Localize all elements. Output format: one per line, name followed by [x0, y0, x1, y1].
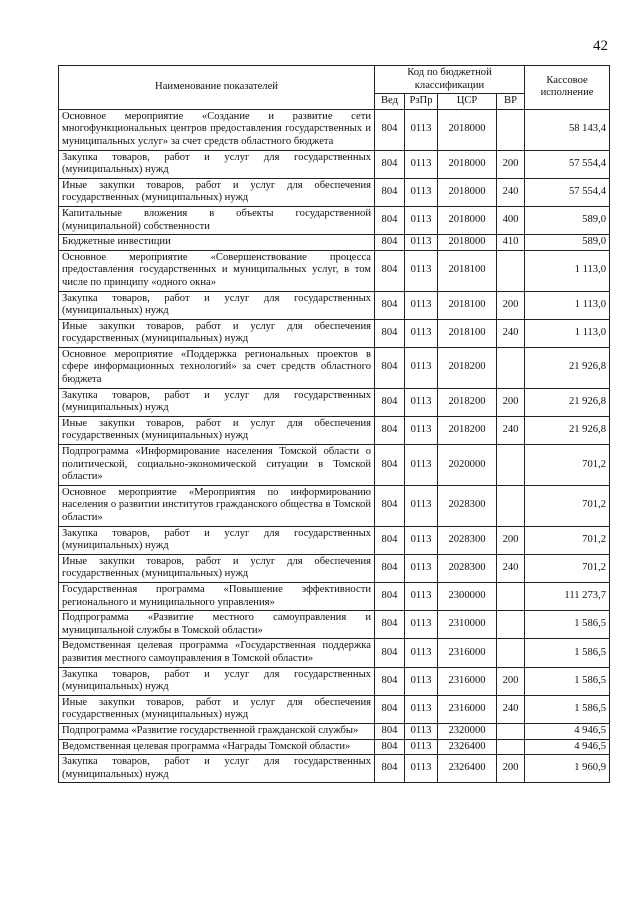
- cell-ved: 804: [375, 250, 405, 291]
- cell-name: Иные закупки товаров, работ и услуг для обеспечения государственных (муниципальных) нужд: [59, 695, 375, 723]
- cell-name: Закупка товаров, работ и услуг для государственных (муниципальных) нужд: [59, 667, 375, 695]
- cell-rzpr: 0113: [405, 319, 438, 347]
- table-row: [59, 178, 610, 206]
- cell-rzpr: 0113: [405, 554, 438, 582]
- cell-vr: [497, 582, 525, 610]
- cell-vr: 200: [497, 150, 525, 178]
- cell-rzpr: 0113: [405, 445, 438, 486]
- cell-csr: 2018000: [438, 109, 497, 150]
- cell-name: Иные закупки товаров, работ и услуг для обеспечения государственных (муниципальных) нужд: [59, 416, 375, 444]
- cell-csr: 2316000: [438, 639, 497, 667]
- cell-rzpr: 0113: [405, 739, 438, 755]
- cell-amount: 701,2: [525, 554, 610, 582]
- cell-csr: 2018200: [438, 416, 497, 444]
- table-row: [59, 667, 610, 695]
- cell-name: Иные закупки товаров, работ и услуг для обеспечения государственных (муниципальных) нужд: [59, 178, 375, 206]
- cell-vr: 240: [497, 416, 525, 444]
- cell-name: Закупка товаров, работ и услуг для государственных (муниципальных) нужд: [59, 291, 375, 319]
- table-row: [59, 235, 610, 251]
- header-ved: Вед: [375, 94, 405, 110]
- cell-name: Закупка товаров, работ и услуг для государственных (муниципальных) нужд: [59, 150, 375, 178]
- header-name: Наименование показателей: [59, 66, 375, 110]
- cell-rzpr: 0113: [405, 582, 438, 610]
- cell-vr: 240: [497, 554, 525, 582]
- cell-amount: 58 143,4: [525, 109, 610, 150]
- cell-ved: 804: [375, 291, 405, 319]
- cell-ved: 804: [375, 319, 405, 347]
- table-row: [59, 723, 610, 739]
- cell-name: Основное мероприятие «Совершенствование процесса предоставления государственных и муниципальных услуг, в том числе по принципу «одного окна»: [59, 250, 375, 291]
- cell-vr: 200: [497, 667, 525, 695]
- cell-vr: [497, 109, 525, 150]
- table-row: [59, 206, 610, 234]
- cell-ved: 804: [375, 150, 405, 178]
- cell-csr: 2020000: [438, 445, 497, 486]
- cell-csr: 2300000: [438, 582, 497, 610]
- cell-csr: 2018200: [438, 347, 497, 388]
- cell-rzpr: 0113: [405, 291, 438, 319]
- cell-csr: 2018000: [438, 235, 497, 251]
- cell-rzpr: 0113: [405, 206, 438, 234]
- table-row: [59, 526, 610, 554]
- cell-vr: [497, 485, 525, 526]
- cell-ved: 804: [375, 445, 405, 486]
- cell-name: Закупка товаров, работ и услуг для государственных (муниципальных) нужд: [59, 526, 375, 554]
- cell-vr: 200: [497, 388, 525, 416]
- cell-csr: 2018200: [438, 388, 497, 416]
- cell-ved: 804: [375, 109, 405, 150]
- cell-ved: 804: [375, 582, 405, 610]
- header-vr: ВР: [497, 94, 525, 110]
- table-row: [59, 250, 610, 291]
- cell-ved: 804: [375, 388, 405, 416]
- cell-rzpr: 0113: [405, 347, 438, 388]
- header-rzpr: РзПр: [405, 94, 438, 110]
- cell-amount: 701,2: [525, 526, 610, 554]
- cell-csr: 2018000: [438, 206, 497, 234]
- cell-name: Государственная программа «Повышение эффективности регионального и муниципального управления»: [59, 582, 375, 610]
- table-row: [59, 554, 610, 582]
- cell-vr: [497, 639, 525, 667]
- cell-name: Капитальные вложения в объекты государственной (муниципальной) собственности: [59, 206, 375, 234]
- cell-csr: 2326400: [438, 755, 497, 783]
- cell-ved: 804: [375, 739, 405, 755]
- cell-amount: 21 926,8: [525, 416, 610, 444]
- table-row: [59, 582, 610, 610]
- header-csr: ЦСР: [438, 94, 497, 110]
- cell-vr: [497, 250, 525, 291]
- cell-rzpr: 0113: [405, 250, 438, 291]
- cell-csr: 2028300: [438, 485, 497, 526]
- cell-ved: 804: [375, 554, 405, 582]
- cell-amount: 4 946,5: [525, 739, 610, 755]
- cell-ved: 804: [375, 235, 405, 251]
- cell-amount: 57 554,4: [525, 150, 610, 178]
- cell-rzpr: 0113: [405, 416, 438, 444]
- table-row: [59, 291, 610, 319]
- table-row: [59, 347, 610, 388]
- cell-csr: 2018000: [438, 178, 497, 206]
- cell-rzpr: 0113: [405, 109, 438, 150]
- cell-amount: 1 586,5: [525, 695, 610, 723]
- page-number: 42: [593, 38, 608, 54]
- table-row: [59, 445, 610, 486]
- cell-vr: 240: [497, 695, 525, 723]
- cell-name: Закупка товаров, работ и услуг для государственных (муниципальных) нужд: [59, 388, 375, 416]
- cell-csr: 2316000: [438, 667, 497, 695]
- cell-name: Иные закупки товаров, работ и услуг для обеспечения государственных (муниципальных) нужд: [59, 319, 375, 347]
- cell-vr: 240: [497, 319, 525, 347]
- cell-amount: 1 586,5: [525, 611, 610, 639]
- cell-csr: 2028300: [438, 554, 497, 582]
- cell-amount: 1 113,0: [525, 291, 610, 319]
- cell-vr: [497, 611, 525, 639]
- cell-name: Подпрограмма «Развитие местного самоуправления и муниципальной службы в Томской области»: [59, 611, 375, 639]
- cell-ved: 804: [375, 695, 405, 723]
- cell-name: Основное мероприятие «Создание и развитие сети многофункциональных центров предоставления государственных и муниципальных услуг» за счет средств областного бюджета: [59, 109, 375, 150]
- cell-amount: 57 554,4: [525, 178, 610, 206]
- cell-name: Ведомственная целевая программа «Награды Томской области»: [59, 739, 375, 755]
- cell-ved: 804: [375, 526, 405, 554]
- header-code-group: Код по бюджетной классификации: [375, 66, 525, 94]
- table-row: [59, 695, 610, 723]
- cell-name: Бюджетные инвестиции: [59, 235, 375, 251]
- cell-amount: 4 946,5: [525, 723, 610, 739]
- cell-vr: 240: [497, 178, 525, 206]
- table-row: [59, 739, 610, 755]
- cell-rzpr: 0113: [405, 388, 438, 416]
- cell-csr: 2018100: [438, 291, 497, 319]
- table-row: [59, 388, 610, 416]
- cell-csr: 2310000: [438, 611, 497, 639]
- cell-rzpr: 0113: [405, 755, 438, 783]
- cell-ved: 804: [375, 755, 405, 783]
- cell-name: Основное мероприятие «Поддержка региональных проектов в сфере информационных технологий» за счет средств областного бюджета: [59, 347, 375, 388]
- cell-vr: [497, 347, 525, 388]
- cell-csr: 2028300: [438, 526, 497, 554]
- cell-csr: 2316000: [438, 695, 497, 723]
- cell-rzpr: 0113: [405, 485, 438, 526]
- cell-name: Основное мероприятие «Мероприятия по информированию населения о развитии институтов гражданского общества в Томской области»: [59, 485, 375, 526]
- cell-ved: 804: [375, 206, 405, 234]
- cell-ved: 804: [375, 485, 405, 526]
- table-row: [59, 639, 610, 667]
- cell-amount: 111 273,7: [525, 582, 610, 610]
- cell-ved: 804: [375, 347, 405, 388]
- cell-name: Подпрограмма «Информирование населения Томской области о политической, социально-экономической ситуации в Томской области»: [59, 445, 375, 486]
- header-amount: Кассовое исполнение: [525, 66, 610, 110]
- cell-amount: 1 586,5: [525, 639, 610, 667]
- cell-name: Подпрограмма «Развитие государственной гражданской службы»: [59, 723, 375, 739]
- cell-ved: 804: [375, 723, 405, 739]
- cell-ved: 804: [375, 416, 405, 444]
- cell-rzpr: 0113: [405, 667, 438, 695]
- cell-csr: 2018100: [438, 250, 497, 291]
- table-row: [59, 755, 610, 783]
- cell-amount: 21 926,8: [525, 388, 610, 416]
- cell-csr: 2326400: [438, 739, 497, 755]
- cell-rzpr: 0113: [405, 611, 438, 639]
- table-row: [59, 485, 610, 526]
- cell-vr: 200: [497, 526, 525, 554]
- cell-csr: 2018000: [438, 150, 497, 178]
- cell-vr: 410: [497, 235, 525, 251]
- cell-name: Ведомственная целевая программа «Государственная поддержка развития местного самоуправления в Томской области»: [59, 639, 375, 667]
- table-row: [59, 611, 610, 639]
- cell-vr: [497, 445, 525, 486]
- cell-amount: 1 960,9: [525, 755, 610, 783]
- cell-vr: [497, 739, 525, 755]
- cell-amount: 701,2: [525, 485, 610, 526]
- cell-amount: 21 926,8: [525, 347, 610, 388]
- cell-rzpr: 0113: [405, 178, 438, 206]
- table-row: [59, 150, 610, 178]
- cell-name: Закупка товаров, работ и услуг для государственных (муниципальных) нужд: [59, 755, 375, 783]
- cell-ved: 804: [375, 667, 405, 695]
- cell-rzpr: 0113: [405, 526, 438, 554]
- cell-amount: 1 113,0: [525, 250, 610, 291]
- cell-amount: 701,2: [525, 445, 610, 486]
- table-row: [59, 109, 610, 150]
- cell-amount: 1 586,5: [525, 667, 610, 695]
- cell-ved: 804: [375, 611, 405, 639]
- cell-name: Иные закупки товаров, работ и услуг для обеспечения государственных (муниципальных) нужд: [59, 554, 375, 582]
- cell-ved: 804: [375, 178, 405, 206]
- cell-rzpr: 0113: [405, 235, 438, 251]
- table-row: [59, 416, 610, 444]
- cell-vr: 200: [497, 291, 525, 319]
- table-row: [59, 319, 610, 347]
- budget-table: [58, 65, 610, 783]
- cell-amount: 1 113,0: [525, 319, 610, 347]
- cell-vr: 400: [497, 206, 525, 234]
- cell-csr: 2320000: [438, 723, 497, 739]
- cell-rzpr: 0113: [405, 723, 438, 739]
- cell-vr: [497, 723, 525, 739]
- cell-csr: 2018100: [438, 319, 497, 347]
- cell-amount: 589,0: [525, 235, 610, 251]
- cell-rzpr: 0113: [405, 150, 438, 178]
- cell-vr: 200: [497, 755, 525, 783]
- cell-amount: 589,0: [525, 206, 610, 234]
- cell-ved: 804: [375, 639, 405, 667]
- cell-rzpr: 0113: [405, 639, 438, 667]
- cell-rzpr: 0113: [405, 695, 438, 723]
